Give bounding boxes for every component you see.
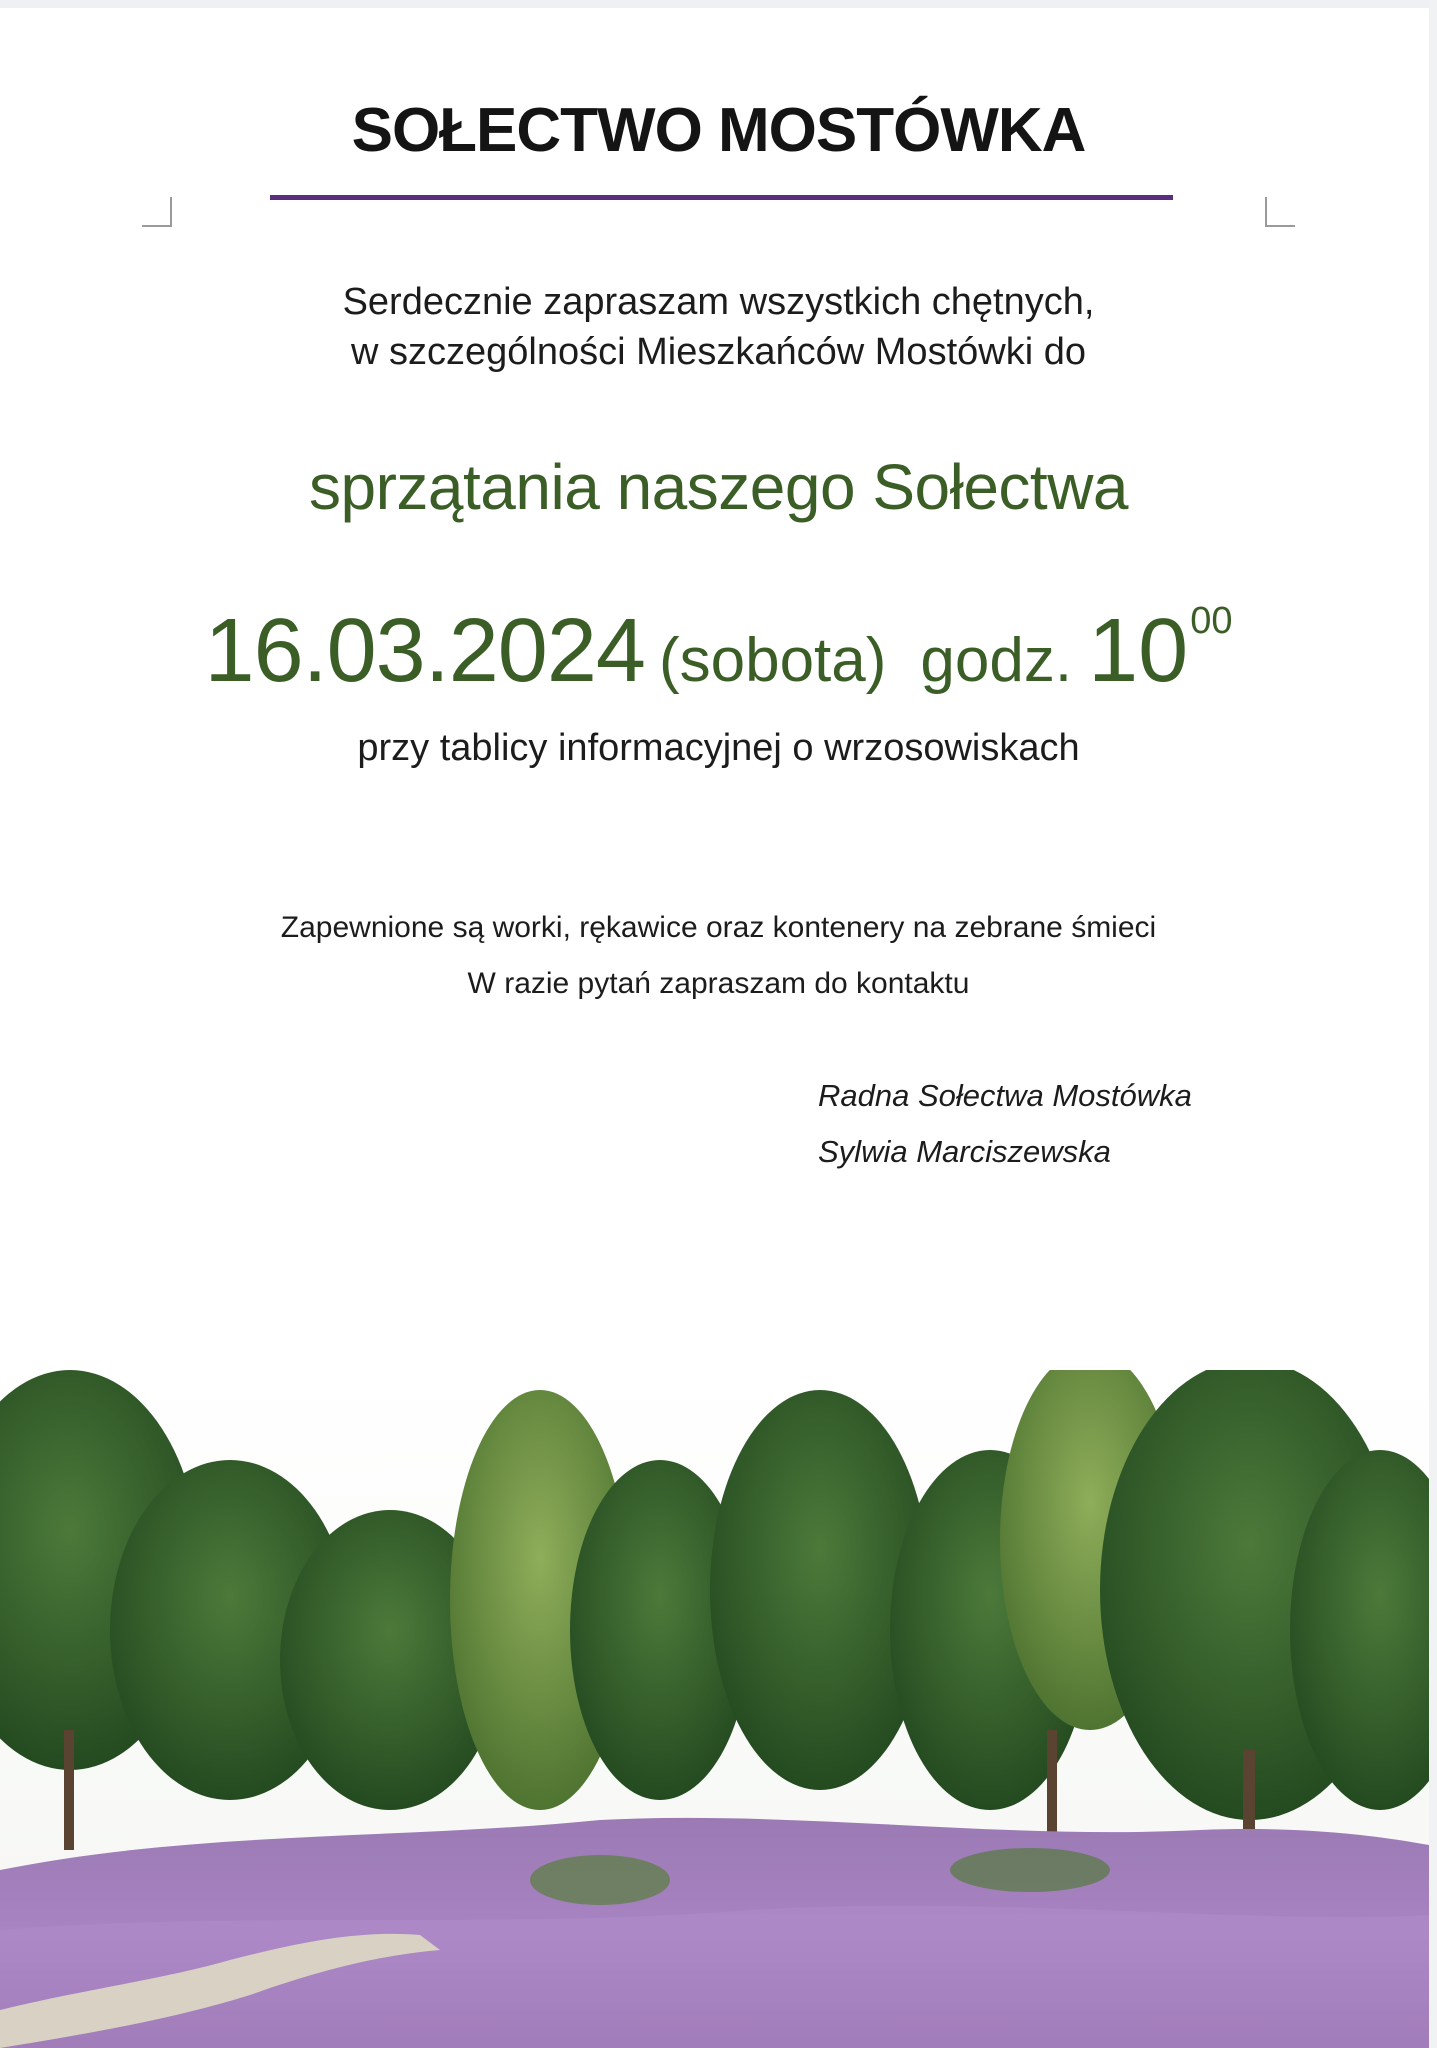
top-border bbox=[0, 0, 1437, 8]
heathland-photo bbox=[0, 1370, 1429, 2048]
time-label: godz. bbox=[920, 626, 1073, 695]
info-line-1: Zapewnione są worki, rękawice oraz kontenery na zebrane śmieci bbox=[280, 911, 1157, 944]
event-location: przy tablicy informacyjnej o wrzosowiskach bbox=[357, 727, 1080, 769]
event-minutes: 00 bbox=[1190, 600, 1233, 642]
info-text bbox=[0, 900, 1437, 1012]
event-date: 16.03.2024 bbox=[204, 601, 645, 701]
invitation-text bbox=[0, 277, 1437, 377]
crop-mark-right bbox=[1265, 197, 1295, 227]
invitation-line-1: Serdecznie zapraszam wszystkich chętnych, bbox=[342, 281, 1095, 323]
event-name: sprzątania naszego Sołectwa bbox=[309, 451, 1128, 523]
info-line-2: W razie pytań zapraszam do kontaktu bbox=[467, 967, 970, 1000]
event-schedule bbox=[0, 600, 1437, 703]
title-underline bbox=[270, 195, 1173, 200]
crop-mark-left bbox=[142, 197, 172, 227]
event-day: (sobota) bbox=[658, 626, 887, 695]
invitation-line-2: w szczególności Mieszkańców Mostówki do bbox=[351, 331, 1086, 373]
page-title: SOŁECTWO MOSTÓWKA bbox=[351, 96, 1086, 165]
signature bbox=[818, 1068, 1192, 1180]
event-hour: 10 bbox=[1088, 601, 1189, 701]
signature-name: Sylwia Marciszewska bbox=[818, 1134, 1111, 1169]
signature-role: Radna Sołectwa Mostówka bbox=[818, 1078, 1192, 1113]
